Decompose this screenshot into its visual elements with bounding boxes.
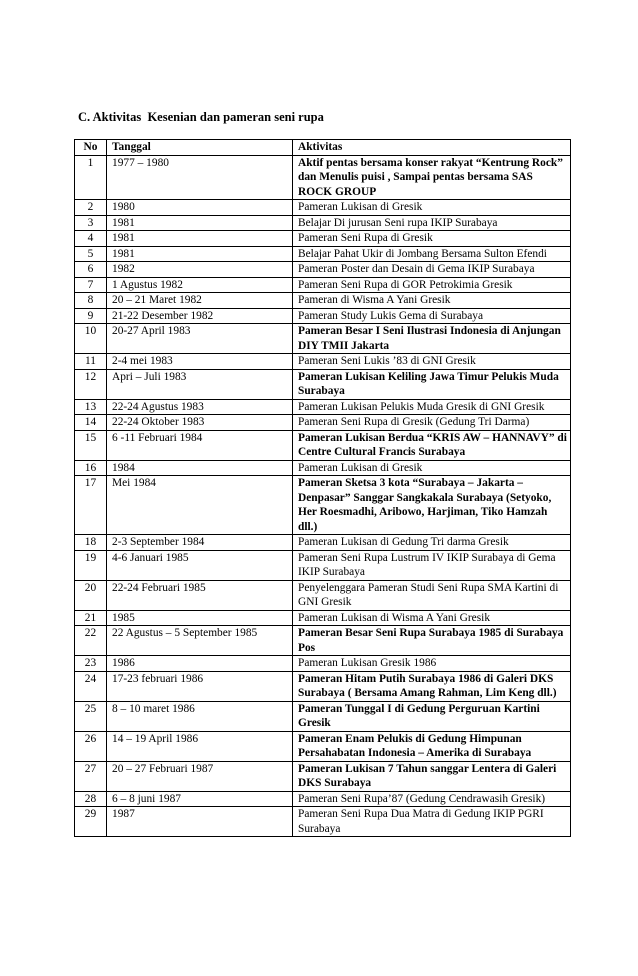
row-activity-cell: Pameran Study Lukis Gema di Surabaya [293,308,571,324]
row-activity-cell: Pameran Seni Rupa Dua Matra di Gedung IKIP PGRI Surabaya [293,807,571,837]
header-no: No [75,140,107,156]
row-date-cell: 1980 [107,200,293,216]
row-date-cell: 20-27 April 1983 [107,324,293,354]
row-date-cell: 1986 [107,656,293,672]
row-date-cell: Mei 1984 [107,476,293,535]
row-number-cell: 21 [75,610,107,626]
table-body [75,155,571,837]
table-row [75,476,571,535]
table-row [75,354,571,370]
row-activity-cell: Pameran Lukisan 7 Tahun sanggar Lentera di Galeri DKS Surabaya [293,761,571,791]
row-date-cell: Apri – Juli 1983 [107,369,293,399]
table-row [75,155,571,200]
row-number-cell: 4 [75,231,107,247]
table-row [75,791,571,807]
table-row [75,430,571,460]
row-number-cell: 26 [75,731,107,761]
row-number-cell: 3 [75,215,107,231]
table-row [75,246,571,262]
table-row [75,293,571,309]
table-row [75,807,571,837]
row-activity-cell: Pameran Enam Pelukis di Gedung Himpunan Persahabatan Indonesia – Amerika di Surabaya [293,731,571,761]
table-row [75,308,571,324]
row-number-cell: 17 [75,476,107,535]
row-number-cell: 12 [75,369,107,399]
row-number-cell: 16 [75,460,107,476]
row-date-cell: 1982 [107,262,293,278]
row-number-cell: 13 [75,399,107,415]
row-number-cell: 8 [75,293,107,309]
row-number-cell: 1 [75,155,107,200]
row-number-cell: 20 [75,580,107,610]
table-row [75,535,571,551]
table-row [75,550,571,580]
table-header-row [75,140,571,156]
row-date-cell: 1 Agustus 1982 [107,277,293,293]
row-activity-cell: Pameran Seni Rupa’87 (Gedung Cendrawasih Gresik) [293,791,571,807]
row-activity-cell: Pameran Lukisan di Gedung Tri darma Gresik [293,535,571,551]
section-title: C. Aktivitas Kesenian dan pameran seni rupa [78,110,324,124]
row-activity-cell: Pameran Seni Rupa Lustrum IV IKIP Surabaya di Gema IKIP Surabaya [293,550,571,580]
row-activity-cell: Belajar Pahat Ukir di Jombang Bersama Sulton Efendi [293,246,571,262]
row-date-cell: 1981 [107,215,293,231]
row-activity-cell: Pameran Lukisan di Wisma A Yani Gresik [293,610,571,626]
row-activity-cell: Penyelenggara Pameran Studi Seni Rupa SMA Kartini di GNI Gresik [293,580,571,610]
table-row [75,415,571,431]
row-activity-cell: Pameran Sketsa 3 kota “Surabaya – Jakarta – Denpasar” Sanggar Sangkakala Surabaya (Setyoko, Her Roesmadhi, Aribowo, Harjiman, Tiko Hamzah dll.) [293,476,571,535]
table-row [75,215,571,231]
table-row [75,369,571,399]
row-activity-cell: Pameran Besar I Seni Ilustrasi Indonesia di Anjungan DIY TMII Jakarta [293,324,571,354]
row-activity-cell: Pameran Lukisan Gresik 1986 [293,656,571,672]
activities-table [74,139,571,837]
row-number-cell: 15 [75,430,107,460]
row-activity-cell: Pameran Seni Rupa di GOR Petrokimia Gresik [293,277,571,293]
row-activity-cell: Pameran di Wisma A Yani Gresik [293,293,571,309]
row-date-cell: 20 – 27 Februari 1987 [107,761,293,791]
row-date-cell: 22-24 Agustus 1983 [107,399,293,415]
table-row [75,761,571,791]
row-activity-cell: Pameran Lukisan di Gresik [293,460,571,476]
table-row [75,701,571,731]
row-date-cell: 22-24 Oktober 1983 [107,415,293,431]
row-date-cell: 1977 – 1980 [107,155,293,200]
table-row [75,231,571,247]
row-number-cell: 19 [75,550,107,580]
row-number-cell: 22 [75,626,107,656]
row-number-cell: 6 [75,262,107,278]
row-number-cell: 28 [75,791,107,807]
table-row [75,626,571,656]
row-date-cell: 6 – 8 juni 1987 [107,791,293,807]
row-activity-cell: Pameran Seni Rupa di Gresik (Gedung Tri Darma) [293,415,571,431]
table-row [75,200,571,216]
table-row [75,656,571,672]
row-date-cell: 20 – 21 Maret 1982 [107,293,293,309]
row-date-cell: 1987 [107,807,293,837]
table-row [75,460,571,476]
row-date-cell: 2-3 September 1984 [107,535,293,551]
row-activity-cell: Belajar Di jurusan Seni rupa IKIP Surabaya [293,215,571,231]
row-number-cell: 18 [75,535,107,551]
row-activity-cell: Pameran Seni Lukis ’83 di GNI Gresik [293,354,571,370]
row-activity-cell: Pameran Seni Rupa di Gresik [293,231,571,247]
table-row [75,262,571,278]
row-number-cell: 23 [75,656,107,672]
row-activity-cell: Pameran Hitam Putih Surabaya 1986 di Galeri DKS Surabaya ( Bersama Amang Rahman, Lim Keng dll.) [293,671,571,701]
row-number-cell: 27 [75,761,107,791]
row-date-cell: 22-24 Februari 1985 [107,580,293,610]
row-date-cell: 4-6 Januari 1985 [107,550,293,580]
row-date-cell: 21-22 Desember 1982 [107,308,293,324]
row-activity-cell: Pameran Besar Seni Rupa Surabaya 1985 di Surabaya Pos [293,626,571,656]
row-number-cell: 29 [75,807,107,837]
row-activity-cell: Pameran Lukisan Keliling Jawa Timur Pelukis Muda Surabaya [293,369,571,399]
row-number-cell: 24 [75,671,107,701]
table-row [75,399,571,415]
table-row [75,324,571,354]
table-row [75,671,571,701]
row-date-cell: 2-4 mei 1983 [107,354,293,370]
row-number-cell: 11 [75,354,107,370]
row-activity-cell: Pameran Lukisan Berdua “KRIS AW – HANNAVY” di Centre Cultural Francis Surabaya [293,430,571,460]
row-date-cell: 1981 [107,231,293,247]
table-row [75,610,571,626]
row-activity-cell: Aktif pentas bersama konser rakyat “Kentrung Rock” dan Menulis puisi , Sampai pentas bersama SAS ROCK GROUP [293,155,571,200]
row-activity-cell: Pameran Tunggal I di Gedung Perguruan Kartini Gresik [293,701,571,731]
row-date-cell: 22 Agustus – 5 September 1985 [107,626,293,656]
row-activity-cell: Pameran Lukisan di Gresik [293,200,571,216]
row-date-cell: 1985 [107,610,293,626]
row-date-cell: 8 – 10 maret 1986 [107,701,293,731]
row-number-cell: 2 [75,200,107,216]
row-number-cell: 14 [75,415,107,431]
row-number-cell: 9 [75,308,107,324]
row-activity-cell: Pameran Lukisan Pelukis Muda Gresik di GNI Gresik [293,399,571,415]
row-date-cell: 1984 [107,460,293,476]
header-date: Tanggal [107,140,293,156]
row-activity-cell: Pameran Poster dan Desain di Gema IKIP Surabaya [293,262,571,278]
row-number-cell: 7 [75,277,107,293]
row-number-cell: 5 [75,246,107,262]
table-row [75,277,571,293]
header-activity: Aktivitas [293,140,571,156]
table-row [75,580,571,610]
row-date-cell: 6 -11 Februari 1984 [107,430,293,460]
row-date-cell: 1981 [107,246,293,262]
row-number-cell: 25 [75,701,107,731]
row-number-cell: 10 [75,324,107,354]
row-date-cell: 14 – 19 April 1986 [107,731,293,761]
row-date-cell: 17-23 februari 1986 [107,671,293,701]
table-row [75,731,571,761]
